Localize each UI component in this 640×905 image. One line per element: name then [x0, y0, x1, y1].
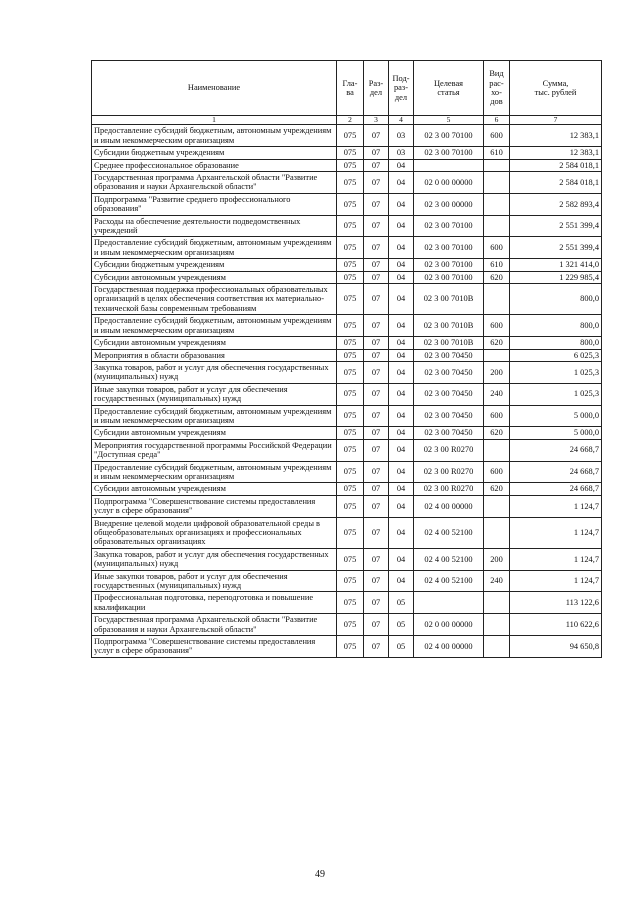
cell-amount: 800,0 [510, 284, 602, 315]
cell-target-article: 02 3 00 7010В [414, 315, 484, 337]
cell-amount: 5 000,0 [510, 427, 602, 439]
cell-podrazdel: 04 [389, 259, 414, 271]
cell-razdel: 07 [364, 483, 389, 495]
cell-razdel: 07 [364, 461, 389, 483]
header-statya: Целевая статья [414, 61, 484, 116]
cell-amount: 2 584 018,1 [510, 172, 602, 194]
cell-glava: 075 [337, 315, 364, 337]
cell-expense-type [484, 284, 510, 315]
cell-name: Предоставление субсидий бюджетным, автономным учреждениям и иным некоммерческим организациям [92, 125, 337, 147]
cell-expense-type: 240 [484, 570, 510, 592]
cell-name: Внедрение целевой модели цифровой образовательной среды в общеобразовательных организациях и профессиональных образовательных организациях [92, 517, 337, 548]
cell-target-article: 02 3 00 70450 [414, 383, 484, 405]
cell-amount: 2 551 399,4 [510, 237, 602, 259]
cell-name: Расходы на обеспечение деятельности подведомственных учреждений [92, 215, 337, 237]
cell-glava: 075 [337, 259, 364, 271]
cell-razdel: 07 [364, 259, 389, 271]
cell-name: Подпрограмма "Совершенствование системы предоставления услуг в сфере образования" [92, 495, 337, 517]
table-row [92, 361, 602, 383]
cell-glava: 075 [337, 636, 364, 658]
cell-podrazdel: 04 [389, 315, 414, 337]
cell-expense-type [484, 517, 510, 548]
cell-razdel: 07 [364, 592, 389, 614]
cell-amount: 800,0 [510, 315, 602, 337]
table-row [92, 461, 602, 483]
table-row [92, 405, 602, 427]
cell-glava: 075 [337, 237, 364, 259]
column-number: 6 [484, 116, 510, 125]
header-razdel: Раз- дел [364, 61, 389, 116]
cell-podrazdel: 04 [389, 271, 414, 283]
cell-razdel: 07 [364, 383, 389, 405]
cell-glava: 075 [337, 483, 364, 495]
table-row [92, 592, 602, 614]
cell-target-article [414, 159, 484, 171]
cell-glava: 075 [337, 193, 364, 215]
column-number: 5 [414, 116, 484, 125]
table-row [92, 439, 602, 461]
cell-amount: 24 668,7 [510, 461, 602, 483]
cell-expense-type: 610 [484, 147, 510, 159]
cell-target-article: 02 3 00 R0270 [414, 439, 484, 461]
cell-expense-type: 600 [484, 237, 510, 259]
cell-glava: 075 [337, 125, 364, 147]
table-row [92, 271, 602, 283]
cell-razdel: 07 [364, 271, 389, 283]
cell-target-article: 02 3 00 7010В [414, 284, 484, 315]
cell-target-article: 02 3 00 00000 [414, 193, 484, 215]
cell-name: Подпрограмма "Развитие среднего профессионального образования" [92, 193, 337, 215]
cell-podrazdel: 04 [389, 383, 414, 405]
cell-podrazdel: 04 [389, 548, 414, 570]
cell-razdel: 07 [364, 193, 389, 215]
cell-target-article: 02 3 00 R0270 [414, 483, 484, 495]
table-row [92, 548, 602, 570]
cell-amount: 2 584 018,1 [510, 159, 602, 171]
header-podrazdel: Под- раз- дел [389, 61, 414, 116]
header-glava: Гла- ва [337, 61, 364, 116]
cell-name: Предоставление субсидий бюджетным, автономным учреждениям и иным некоммерческим организациям [92, 315, 337, 337]
table-header-row [92, 61, 602, 116]
cell-glava: 075 [337, 172, 364, 194]
cell-amount: 110 622,6 [510, 614, 602, 636]
cell-target-article: 02 3 00 70100 [414, 259, 484, 271]
cell-amount: 2 582 893,4 [510, 193, 602, 215]
cell-amount: 113 122,6 [510, 592, 602, 614]
cell-podrazdel: 04 [389, 349, 414, 361]
cell-podrazdel: 05 [389, 636, 414, 658]
cell-podrazdel: 04 [389, 172, 414, 194]
table-row [92, 427, 602, 439]
cell-name: Иные закупки товаров, работ и услуг для обеспечения государственных (муниципальных) нужд [92, 383, 337, 405]
cell-name: Предоставление субсидий бюджетным, автономным учреждениям и иным некоммерческим организациям [92, 237, 337, 259]
cell-razdel: 07 [364, 215, 389, 237]
table-row [92, 147, 602, 159]
table-row [92, 383, 602, 405]
table-row [92, 159, 602, 171]
cell-podrazdel: 04 [389, 461, 414, 483]
budget-table [91, 60, 602, 658]
cell-target-article: 02 0 00 00000 [414, 172, 484, 194]
cell-podrazdel: 03 [389, 125, 414, 147]
cell-expense-type: 600 [484, 405, 510, 427]
cell-target-article: 02 3 00 70100 [414, 147, 484, 159]
cell-razdel: 07 [364, 517, 389, 548]
cell-podrazdel: 04 [389, 439, 414, 461]
cell-name: Закупка товаров, работ и услуг для обеспечения государственных (муниципальных) нужд [92, 548, 337, 570]
table-row [92, 337, 602, 349]
cell-glava: 075 [337, 570, 364, 592]
cell-amount: 12 383,1 [510, 125, 602, 147]
cell-glava: 075 [337, 215, 364, 237]
column-number: 4 [389, 116, 414, 125]
cell-glava: 075 [337, 614, 364, 636]
cell-glava: 075 [337, 427, 364, 439]
cell-razdel: 07 [364, 439, 389, 461]
cell-podrazdel: 04 [389, 193, 414, 215]
table-row [92, 259, 602, 271]
table-row [92, 636, 602, 658]
cell-razdel: 07 [364, 548, 389, 570]
cell-target-article: 02 3 00 70450 [414, 349, 484, 361]
cell-podrazdel: 04 [389, 427, 414, 439]
table-row [92, 483, 602, 495]
cell-name: Предоставление субсидий бюджетным, автономным учреждениям и иным некоммерческим организациям [92, 461, 337, 483]
cell-amount: 2 551 399,4 [510, 215, 602, 237]
cell-target-article: 02 3 00 70450 [414, 361, 484, 383]
cell-name: Государственная поддержка профессиональных образовательных организаций в целях обеспечения соответствия их материально-технической базы современным требованиям [92, 284, 337, 315]
cell-amount: 1 124,7 [510, 517, 602, 548]
cell-razdel: 07 [364, 125, 389, 147]
cell-expense-type: 200 [484, 361, 510, 383]
cell-expense-type: 620 [484, 427, 510, 439]
cell-podrazdel: 04 [389, 237, 414, 259]
cell-razdel: 07 [364, 636, 389, 658]
cell-name: Государственная программа Архангельской области "Развитие образования и науки Архангельской области" [92, 172, 337, 194]
table-row [92, 237, 602, 259]
cell-name: Предоставление субсидий бюджетным, автономным учреждениям и иным некоммерческим организациям [92, 405, 337, 427]
cell-glava: 075 [337, 495, 364, 517]
cell-expense-type: 600 [484, 461, 510, 483]
cell-expense-type: 200 [484, 548, 510, 570]
cell-target-article: 02 4 00 00000 [414, 636, 484, 658]
column-number: 7 [510, 116, 602, 125]
cell-razdel: 07 [364, 337, 389, 349]
table-row [92, 284, 602, 315]
cell-expense-type: 600 [484, 315, 510, 337]
cell-amount: 1 321 414,0 [510, 259, 602, 271]
cell-target-article: 02 3 00 70100 [414, 125, 484, 147]
cell-target-article: 02 4 00 00000 [414, 495, 484, 517]
cell-expense-type [484, 636, 510, 658]
cell-expense-type: 620 [484, 271, 510, 283]
cell-razdel: 07 [364, 159, 389, 171]
cell-podrazdel: 04 [389, 361, 414, 383]
cell-podrazdel: 04 [389, 215, 414, 237]
table-row [92, 495, 602, 517]
cell-glava: 075 [337, 284, 364, 315]
cell-podrazdel: 05 [389, 614, 414, 636]
cell-target-article: 02 3 00 R0270 [414, 461, 484, 483]
cell-glava: 075 [337, 271, 364, 283]
cell-podrazdel: 05 [389, 592, 414, 614]
column-number: 1 [92, 116, 337, 125]
table-row [92, 172, 602, 194]
cell-amount: 24 668,7 [510, 483, 602, 495]
cell-amount: 1 124,7 [510, 548, 602, 570]
cell-expense-type [484, 439, 510, 461]
cell-target-article: 02 4 00 52100 [414, 517, 484, 548]
header-summa: Сумма, тыс. рублей [510, 61, 602, 116]
cell-glava: 075 [337, 592, 364, 614]
cell-target-article: 02 3 00 7010В [414, 337, 484, 349]
cell-amount: 1 025,3 [510, 361, 602, 383]
cell-amount: 1 229 985,4 [510, 271, 602, 283]
cell-amount: 94 650,8 [510, 636, 602, 658]
cell-name: Субсидии автономным учреждениям [92, 483, 337, 495]
cell-name: Государственная программа Архангельской области "Развитие образования и науки Архангельской области" [92, 614, 337, 636]
cell-razdel: 07 [364, 315, 389, 337]
cell-target-article: 02 3 00 70100 [414, 237, 484, 259]
cell-glava: 075 [337, 517, 364, 548]
cell-razdel: 07 [364, 284, 389, 315]
cell-target-article: 02 4 00 52100 [414, 570, 484, 592]
cell-amount: 12 383,1 [510, 147, 602, 159]
cell-name: Закупка товаров, работ и услуг для обеспечения государственных (муниципальных) нужд [92, 361, 337, 383]
column-number: 3 [364, 116, 389, 125]
cell-podrazdel: 04 [389, 337, 414, 349]
cell-name: Мероприятия в области образования [92, 349, 337, 361]
cell-razdel: 07 [364, 614, 389, 636]
cell-expense-type: 620 [484, 337, 510, 349]
cell-amount: 1 124,7 [510, 570, 602, 592]
page-number: 49 [315, 869, 325, 880]
cell-expense-type [484, 193, 510, 215]
cell-glava: 075 [337, 439, 364, 461]
cell-expense-type [484, 614, 510, 636]
cell-glava: 075 [337, 548, 364, 570]
cell-amount: 24 668,7 [510, 439, 602, 461]
cell-target-article: 02 3 00 70100 [414, 271, 484, 283]
cell-amount: 1 124,7 [510, 495, 602, 517]
table-row [92, 125, 602, 147]
cell-target-article: 02 3 00 70450 [414, 405, 484, 427]
cell-expense-type [484, 349, 510, 361]
cell-razdel: 07 [364, 349, 389, 361]
cell-expense-type: 610 [484, 259, 510, 271]
cell-target-article: 02 3 00 70100 [414, 215, 484, 237]
cell-expense-type: 600 [484, 125, 510, 147]
cell-razdel: 07 [364, 495, 389, 517]
cell-razdel: 07 [364, 361, 389, 383]
table-row [92, 614, 602, 636]
cell-expense-type [484, 215, 510, 237]
header-name: Наименование [92, 61, 337, 116]
cell-expense-type [484, 159, 510, 171]
cell-target-article: 02 4 00 52100 [414, 548, 484, 570]
cell-podrazdel: 04 [389, 483, 414, 495]
column-number: 2 [337, 116, 364, 125]
cell-name: Среднее профессиональное образование [92, 159, 337, 171]
cell-amount: 1 025,3 [510, 383, 602, 405]
cell-expense-type [484, 172, 510, 194]
cell-amount: 6 025,3 [510, 349, 602, 361]
header-vid: Вид рас- хо- дов [484, 61, 510, 116]
cell-glava: 075 [337, 361, 364, 383]
cell-expense-type: 240 [484, 383, 510, 405]
table-row [92, 193, 602, 215]
cell-razdel: 07 [364, 237, 389, 259]
table-row [92, 349, 602, 361]
cell-razdel: 07 [364, 172, 389, 194]
cell-amount: 800,0 [510, 337, 602, 349]
cell-name: Субсидии автономным учреждениям [92, 427, 337, 439]
cell-glava: 075 [337, 159, 364, 171]
cell-name: Субсидии бюджетным учреждениям [92, 147, 337, 159]
cell-glava: 075 [337, 405, 364, 427]
table-body [92, 125, 602, 658]
cell-name: Подпрограмма "Совершенствование системы предоставления услуг в сфере образования" [92, 636, 337, 658]
cell-target-article: 02 3 00 70450 [414, 427, 484, 439]
table-row [92, 215, 602, 237]
table-row [92, 570, 602, 592]
table-row [92, 517, 602, 548]
cell-razdel: 07 [364, 147, 389, 159]
cell-podrazdel: 04 [389, 284, 414, 315]
cell-target-article [414, 592, 484, 614]
cell-glava: 075 [337, 461, 364, 483]
cell-glava: 075 [337, 147, 364, 159]
cell-expense-type [484, 592, 510, 614]
cell-podrazdel: 04 [389, 159, 414, 171]
table-row [92, 315, 602, 337]
cell-expense-type: 620 [484, 483, 510, 495]
cell-podrazdel: 03 [389, 147, 414, 159]
cell-amount: 5 000,0 [510, 405, 602, 427]
cell-name: Субсидии автономным учреждениям [92, 271, 337, 283]
cell-glava: 075 [337, 337, 364, 349]
column-number-row [92, 116, 602, 125]
cell-razdel: 07 [364, 427, 389, 439]
cell-podrazdel: 04 [389, 405, 414, 427]
cell-name: Субсидии бюджетным учреждениям [92, 259, 337, 271]
cell-name: Субсидии автономным учреждениям [92, 337, 337, 349]
cell-razdel: 07 [364, 570, 389, 592]
cell-podrazdel: 04 [389, 570, 414, 592]
cell-podrazdel: 04 [389, 495, 414, 517]
cell-name: Профессиональная подготовка, переподготовка и повышение квалификации [92, 592, 337, 614]
cell-name: Мероприятия государственной программы Российской Федерации "Доступная среда" [92, 439, 337, 461]
cell-expense-type [484, 495, 510, 517]
cell-name: Иные закупки товаров, работ и услуг для обеспечения государственных (муниципальных) нужд [92, 570, 337, 592]
cell-target-article: 02 0 00 00000 [414, 614, 484, 636]
cell-podrazdel: 04 [389, 517, 414, 548]
cell-razdel: 07 [364, 405, 389, 427]
cell-glava: 075 [337, 349, 364, 361]
cell-glava: 075 [337, 383, 364, 405]
